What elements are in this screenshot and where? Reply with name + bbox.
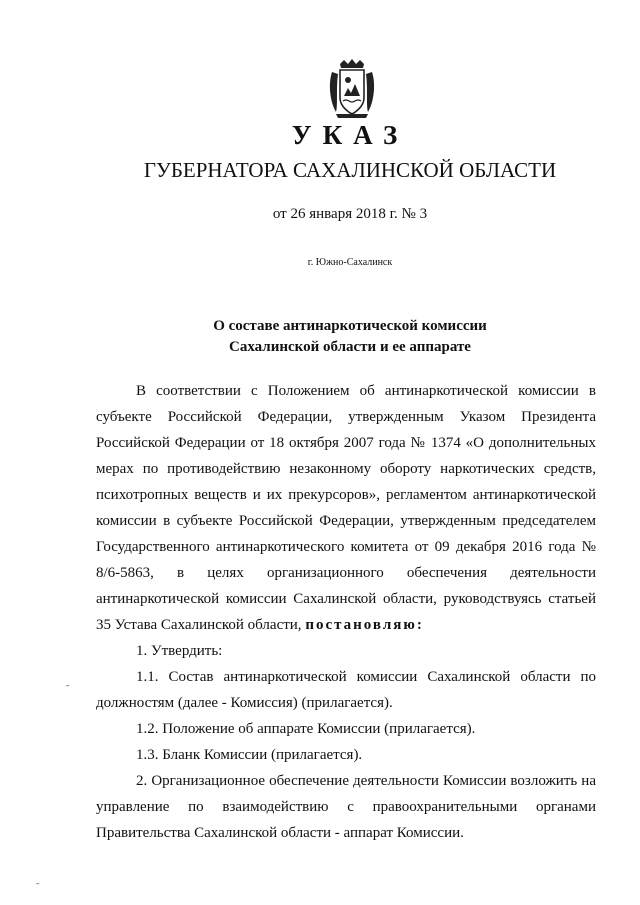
clause-2: 2. Организационное обеспечение деятельности Комиссии возложить на управление по взаимодействию с правоохранительными органами Правительства Сахалинской области - аппарат Комиссии. [96, 773, 596, 841]
decree-date: от 26 января 2018 г. № 3 [272, 206, 428, 222]
resolve-word: постановляю: [305, 617, 424, 633]
clause-1-3: 1.3. Бланк Комиссии (прилагается). [136, 747, 363, 763]
scan-mark: ˉ [66, 684, 70, 695]
scan-mark: ˉ [36, 882, 40, 893]
decree-heading-line-1: О составе антинаркотической комиссии [213, 318, 487, 334]
clause-1-1: 1.1. Состав антинаркотической комиссии Сахалинской области по должностям (далее - Комиссия) (прилагается). [96, 669, 596, 711]
clause-1-2: 1.2. Положение об аппарате Комиссии (прилагается). [136, 721, 476, 737]
decree-title: УКАЗ [291, 120, 409, 150]
decree-issuer: ГУБЕРНАТОРА САХАЛИНСКОЙ ОБЛАСТИ [143, 158, 557, 182]
preamble-paragraph [96, 378, 596, 638]
sakhalin-coat-of-arms-icon [326, 58, 378, 122]
preamble-text: В соответствии с Положением об антинаркотической комиссии в субъекте Российской Федерации, утвержденным Указом Президента Российской Федерации от 18 октября 2007 года № 1374 «О дополнительных мерах по противодействию незаконному обороту наркотических средств, психотропных веществ и их прекурсоров», регламентом антинаркотической комиссии в субъекте Российской Федерации, утвержденным председателем Государственного антинаркотического комитета от 09 декабря 2016 года № 8/6-5863, в целях организационного обеспечения деятельности антинаркотической комиссии Сахалинской области, руководствуясь статьей 35 Устава Сахалинской области, [96, 383, 596, 633]
decree-city: г. Южно-Сахалинск [307, 257, 393, 268]
decree-heading [0, 316, 640, 358]
decree-body [96, 378, 596, 846]
decree-heading-line-2: Сахалинской области и ее аппарате [229, 339, 471, 355]
clause-1: 1. Утвердить: [136, 643, 223, 659]
